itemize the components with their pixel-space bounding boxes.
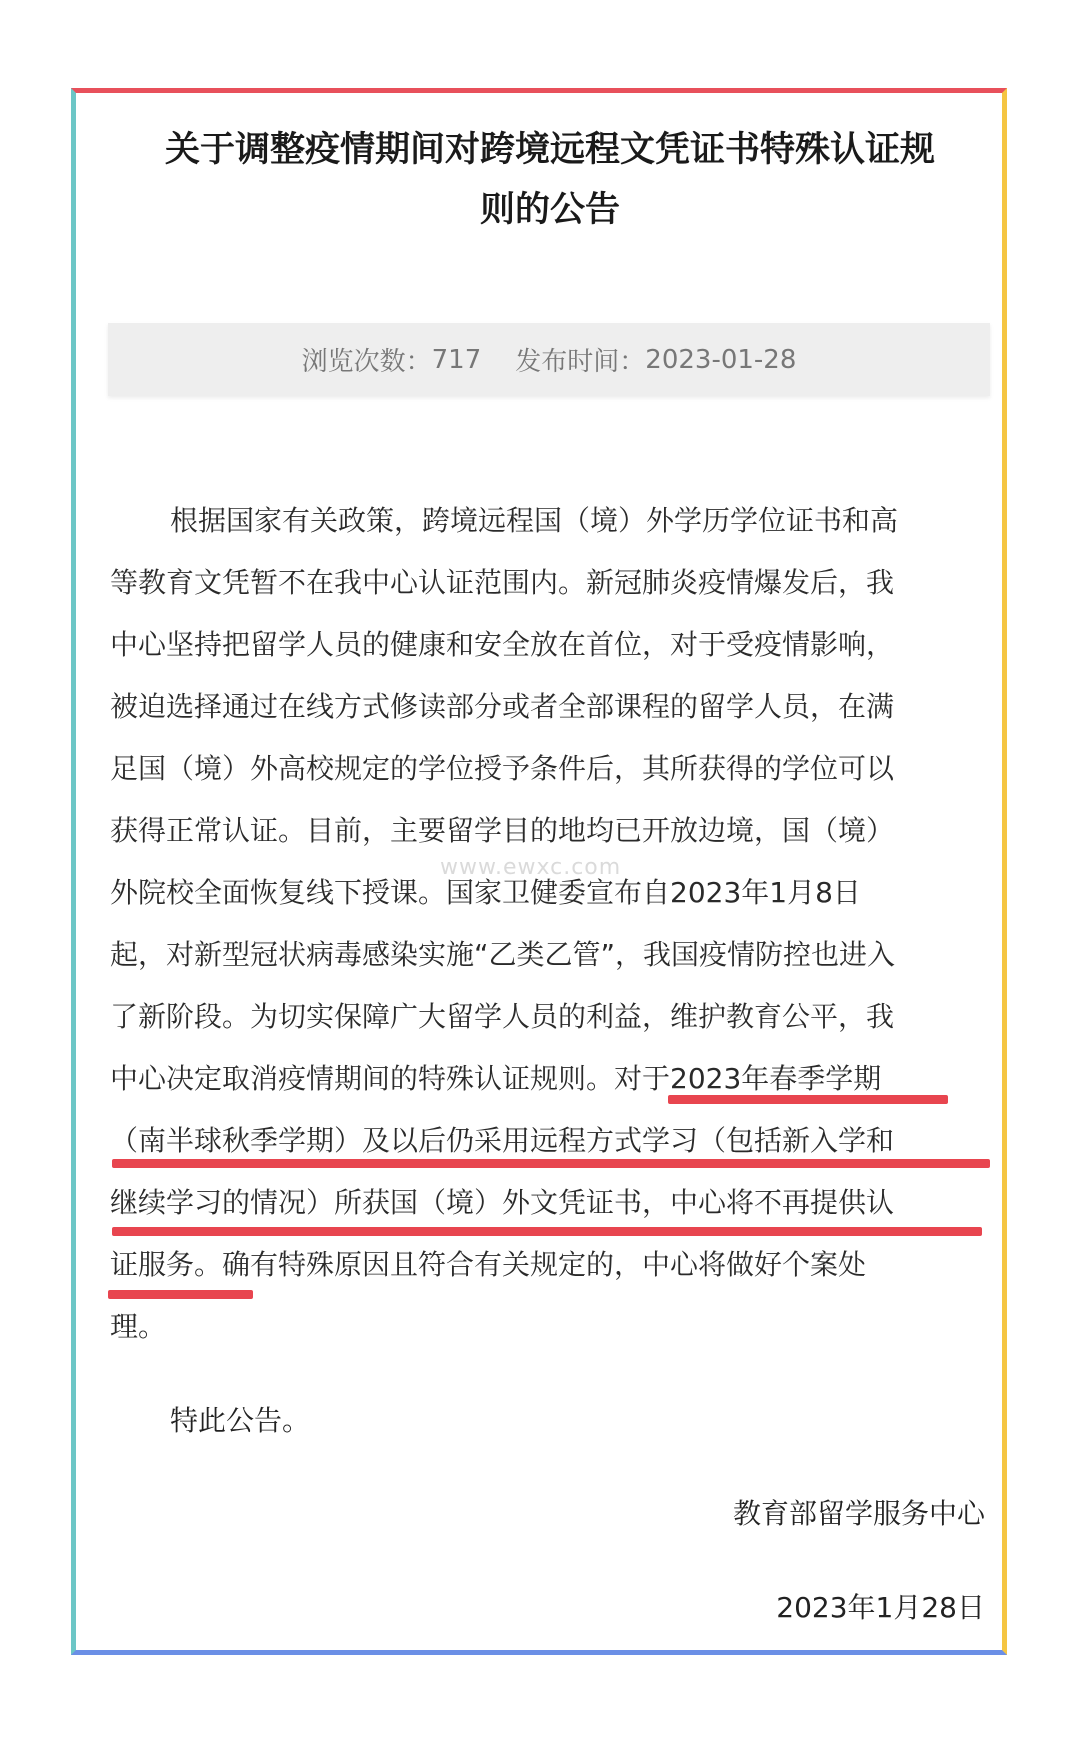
signature: 教育部留学服务中心 (732, 1497, 985, 1530)
views-value: 717 (431, 344, 482, 375)
body-line: 理。 (110, 1310, 167, 1343)
publish-date-value: 2023-01-28 (645, 344, 797, 375)
body-line: （南半球秋季学期）及以后仍采用远程方式学习（包括新入学和 (110, 1124, 895, 1157)
highlight-underline (668, 1095, 948, 1104)
highlight-underline (112, 1159, 990, 1168)
publish-date-label: 发布时间： (515, 347, 646, 377)
highlight-underline (112, 1227, 982, 1236)
body-line: 继续学习的情况）所获国（境）外文凭证书，中心将不再提供认 (110, 1186, 895, 1219)
body-line: 足国（境）外高校规定的学位授予条件后，其所获得的学位可以 (110, 752, 895, 785)
body-line: 中心决定取消疫情期间的特殊认证规则。对于2023年春季学期 (110, 1062, 882, 1095)
highlight-underline (108, 1290, 253, 1299)
body-line: 获得正常认证。目前，主要留学目的地均已开放边境，国（境） (110, 814, 895, 847)
body-line: 根据国家有关政策，跨境远程国（境）外学历学位证书和高 (170, 504, 899, 537)
views-label: 浏览次数： (301, 347, 432, 377)
page-title (110, 120, 990, 240)
body-line: 中心坚持把留学人员的健康和安全放在首位，对于受疫情影响， (110, 628, 895, 661)
body-line: 等教育文凭暂不在我中心认证范围内。新冠肺炎疫情爆发后，我 (110, 566, 895, 599)
title-line-1: 关于调整疫情期间对跨境远程文凭证书特殊认证规 (164, 130, 935, 170)
meta-bar (108, 323, 990, 396)
title-line-2: 则的公告 (479, 190, 620, 230)
body-line: 证服务。确有特殊原因且符合有关规定的，中心将做好个案处 (110, 1248, 867, 1281)
body-line: 被迫选择通过在线方式修读部分或者全部课程的留学人员，在满 (110, 690, 895, 723)
body-line: 了新阶段。为切实保障广大留学人员的利益，维护教育公平，我 (110, 1000, 895, 1033)
body-line: 外院校全面恢复线下授课。国家卫健委宣布自2023年1月8日 (110, 876, 861, 909)
closing-text: 特此公告。 (170, 1404, 311, 1437)
signature-date: 2023年1月28日 (776, 1591, 985, 1624)
body-line: 起，对新型冠状病毒感染实施“乙类乙管”，我国疫情防控也进入 (110, 938, 896, 971)
watermark: www.ewxc.com (440, 855, 622, 880)
